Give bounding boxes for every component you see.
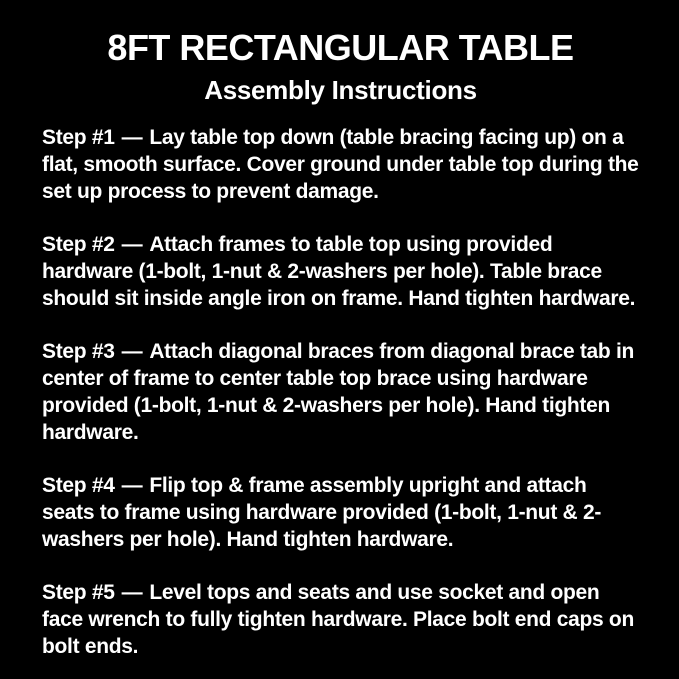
step-2-label: Step #2 [42, 233, 115, 257]
step-5-paragraph [42, 579, 639, 660]
step-1-text: Lay table top down (table bracing facing up) on a flat, smooth surface. Cover ground under table top during the set up process to prevent damage. [42, 126, 639, 204]
step-3-label: Step #3 [42, 340, 115, 364]
header [42, 28, 639, 104]
step-2-paragraph [42, 231, 639, 312]
steps-list [42, 124, 639, 660]
step-2-text: Attach frames to table top using provided hardware (1-bolt, 1-nut & 2-washers per hole). Table brace should sit inside angle iron on frame. Hand tighten hardware. [42, 233, 636, 311]
page-subtitle: Assembly Instructions [204, 74, 477, 105]
page-title: 8FT RECTANGULAR TABLE [107, 27, 574, 68]
step-4-dash: — [121, 474, 143, 498]
step-3-text: Attach diagonal braces from diagonal brace tab in center of frame to center table top brace using hardware provided (1-bolt, 1-nut & 2-washers per hole). Hand tighten hardware. [42, 340, 635, 445]
step-1-label: Step #1 [42, 126, 115, 150]
step-3-dash: — [121, 340, 143, 364]
step-1-paragraph [42, 124, 639, 205]
step-5-text: Level tops and seats and use socket and open face wrench to fully tighten hardware. Place bolt end caps on bolt ends. [42, 581, 634, 659]
step-4-label: Step #4 [42, 474, 115, 498]
step-2-dash: — [121, 233, 143, 257]
step-4-text: Flip top & frame assembly upright and attach seats to frame using hardware provided (1-bolt, 1-nut & 2-washers per hole). Hand tighten hardware. [42, 474, 602, 552]
step-1-dash: — [121, 126, 143, 150]
step-4-paragraph [42, 472, 639, 553]
step-5-label: Step #5 [42, 581, 115, 605]
step-5-dash: — [121, 581, 143, 605]
step-3-paragraph [42, 338, 639, 446]
